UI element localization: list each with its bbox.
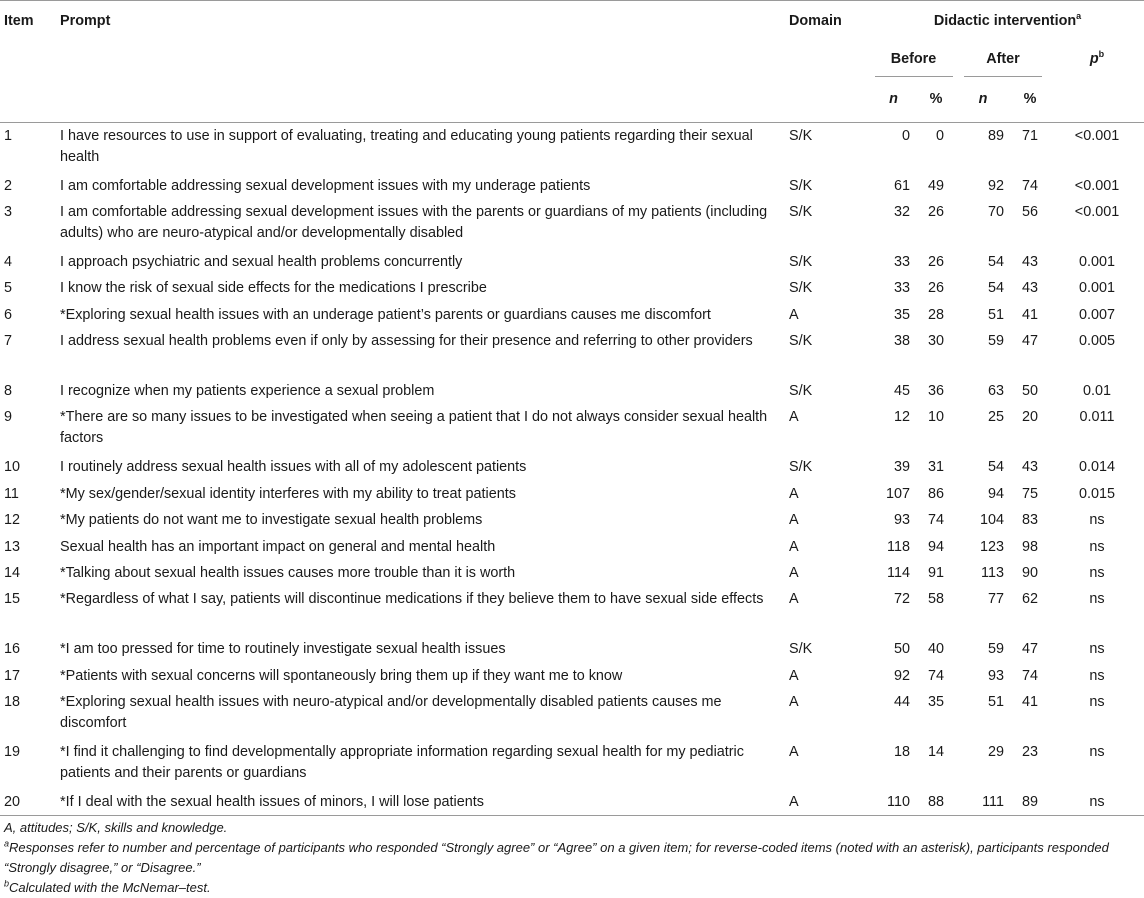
- row-after-n: 51: [987, 306, 1004, 323]
- row-p: 0.01: [1083, 383, 1112, 400]
- row-prompt: *My patients do not want me to investigate sexual health problems: [60, 512, 483, 529]
- row-p: ns: [1089, 744, 1105, 761]
- row-before-n: 12: [893, 409, 910, 426]
- row-domain: S/K: [789, 280, 813, 297]
- row-before-n: 92: [893, 667, 910, 684]
- row-before-pct: 86: [927, 485, 944, 502]
- row-domain: S/K: [789, 333, 813, 350]
- row-after-pct: 23: [1021, 744, 1038, 761]
- row-prompt: I am comfortable addressing sexual development issues with my underage patients: [60, 177, 591, 194]
- footnote-b: $^b$Calculated with the McNemar–test.: [4, 878, 211, 895]
- row-p: 0.011: [1079, 409, 1115, 426]
- row-after-pct: 43: [1021, 280, 1038, 297]
- row-item: 17: [4, 667, 21, 684]
- row-domain: A: [789, 485, 799, 502]
- row-domain: A: [789, 744, 799, 761]
- row-item: 3: [4, 203, 13, 220]
- row-p: ns: [1089, 667, 1105, 684]
- row-item: 13: [4, 538, 21, 555]
- row-item: 2: [4, 177, 13, 194]
- row-prompt: I address sexual health problems even if only by assessing for their presence and referring to other providers: [60, 333, 753, 350]
- row-before-n: 33: [893, 280, 910, 297]
- table-row: [0, 739, 1144, 789]
- footnotes: [4, 818, 1140, 898]
- row-before-pct: 30: [927, 333, 944, 350]
- row-before-n: 50: [893, 641, 910, 658]
- table-row: [0, 560, 1144, 586]
- header-before-n: n: [889, 90, 898, 107]
- row-after-pct: 75: [1021, 485, 1038, 502]
- row-prompt: *There are so many issues to be investigated when seeing a patient that I do not always consider sexual health factors: [60, 409, 768, 447]
- row-after-pct: 90: [1021, 565, 1038, 582]
- row-domain: A: [789, 591, 799, 608]
- row-before-n: 72: [893, 591, 910, 608]
- table-row: [0, 123, 1144, 173]
- row-item: 11: [4, 485, 19, 502]
- row-before-n: 110: [887, 794, 910, 811]
- row-before-pct: 58: [927, 591, 944, 608]
- row-prompt: *I find it challenging to find developmentally appropriate information regarding sexual health for my pediatric patients and their parents or guardians: [60, 744, 744, 782]
- row-item: 8: [4, 383, 13, 400]
- row-before-n: 45: [893, 383, 910, 400]
- row-p: ns: [1089, 694, 1105, 711]
- row-p: 0.014: [1079, 459, 1116, 476]
- table-row: [0, 275, 1144, 301]
- table-row: [0, 636, 1144, 662]
- row-p: ns: [1089, 794, 1105, 811]
- row-prompt: *Talking about sexual health issues causes more trouble than it is worth: [60, 565, 516, 582]
- table-row: [0, 534, 1144, 560]
- table-row: [0, 404, 1144, 454]
- row-after-n: 123: [979, 538, 1004, 555]
- row-before-n: 107: [885, 485, 910, 502]
- row-after-n: 54: [987, 280, 1004, 297]
- row-p: 0.015: [1079, 485, 1116, 502]
- row-after-pct: 74: [1021, 667, 1038, 684]
- header-intervention: Didactic intervention$^a$: [933, 11, 1082, 29]
- row-after-pct: 41: [1021, 306, 1038, 323]
- row-before-n: 118: [887, 538, 910, 555]
- row-before-pct: 49: [927, 177, 944, 194]
- row-after-n: 89: [987, 128, 1004, 144]
- row-before-n: 93: [893, 512, 910, 529]
- row-before-n: 18: [893, 744, 910, 761]
- row-domain: A: [789, 794, 799, 811]
- row-after-pct: 41: [1021, 694, 1038, 711]
- table-row: [0, 378, 1144, 404]
- header-p: $p^b$: [1089, 48, 1105, 67]
- table-row: [0, 663, 1144, 689]
- row-before-pct: 26: [927, 203, 944, 220]
- row-p: <0.001: [1074, 203, 1120, 220]
- header-prompt: Prompt: [60, 13, 111, 29]
- table-row: [0, 302, 1144, 328]
- row-domain: A: [789, 512, 799, 529]
- row-after-n: 104: [979, 512, 1004, 529]
- row-after-pct: 83: [1021, 512, 1038, 529]
- row-item: 9: [4, 409, 13, 426]
- row-prompt: *I am too pressed for time to routinely investigate sexual health issues: [60, 641, 506, 658]
- row-after-n: 54: [987, 253, 1004, 270]
- header-item: Item: [4, 13, 34, 29]
- row-item: 10: [4, 459, 21, 476]
- row-after-n: 93: [987, 667, 1004, 684]
- row-before-pct: 31: [927, 459, 944, 476]
- row-after-n: 54: [987, 459, 1004, 476]
- row-before-pct: 26: [927, 253, 944, 270]
- row-after-n: 70: [987, 203, 1004, 220]
- row-prompt: *Regardless of what I say, patients will discontinue medications if they believe them to have sexual side effects: [60, 591, 764, 608]
- row-before-pct: 74: [927, 512, 944, 529]
- row-domain: A: [789, 667, 799, 684]
- row-after-pct: 74: [1021, 177, 1038, 194]
- row-after-n: 59: [987, 333, 1004, 350]
- row-after-n: 113: [981, 565, 1004, 582]
- table-row: [0, 789, 1144, 815]
- footnote-abbrev: A, attitudes; S/K, skills and knowledge.: [4, 820, 228, 835]
- header-after-n: n: [978, 90, 988, 107]
- row-prompt: I am comfortable addressing sexual development issues with the parents or guardians of my patients (including adults) who are neuro-atypical and/or developmentally disabled: [60, 203, 768, 241]
- row-after-n: 59: [987, 641, 1004, 658]
- row-before-pct: 74: [927, 667, 944, 684]
- row-before-n: 114: [887, 565, 910, 582]
- row-before-n: 32: [893, 203, 910, 220]
- row-before-pct: 26: [927, 280, 944, 297]
- row-item: 15: [4, 591, 21, 608]
- table-row: [0, 173, 1144, 199]
- row-before-pct: 35: [927, 694, 944, 711]
- row-domain: A: [789, 694, 799, 711]
- header-before-pct: %: [929, 90, 943, 107]
- row-prompt: I routinely address sexual health issues with all of my adolescent patients: [60, 459, 527, 476]
- row-before-pct: 0: [935, 128, 944, 144]
- row-p: <0.001: [1074, 128, 1120, 144]
- row-before-pct: 10: [927, 409, 944, 426]
- row-after-pct: 62: [1021, 591, 1038, 608]
- row-after-pct: 43: [1021, 459, 1038, 476]
- row-after-pct: 50: [1021, 383, 1038, 400]
- header-before: Before: [871, 39, 956, 77]
- row-before-pct: 28: [927, 306, 944, 323]
- row-before-n: 33: [893, 253, 910, 270]
- table-row: [0, 481, 1144, 507]
- table-header: [0, 1, 1144, 123]
- row-after-pct: 56: [1021, 203, 1038, 220]
- row-before-n: 44: [893, 694, 910, 711]
- row-prompt: *If I deal with the sexual health issues of minors, I will lose patients: [60, 794, 484, 811]
- row-item: 19: [4, 744, 21, 761]
- row-item: 6: [4, 306, 13, 323]
- row-p: ns: [1089, 591, 1105, 608]
- row-after-pct: 47: [1021, 333, 1038, 350]
- row-item: 16: [4, 641, 21, 658]
- row-after-pct: 47: [1021, 641, 1038, 658]
- row-before-n: 61: [893, 177, 910, 194]
- row-prompt: *Exploring sexual health issues with neuro-atypical and/or developmentally disabled patients causes me discomfort: [60, 694, 722, 732]
- row-after-n: 92: [987, 177, 1004, 194]
- row-p: ns: [1089, 538, 1105, 555]
- table-body: [0, 123, 1144, 816]
- table-row: [0, 689, 1144, 739]
- row-after-n: 77: [987, 591, 1004, 608]
- row-prompt: I have resources to use in support of evaluating, treating and educating young patients regarding their sexual health: [60, 128, 753, 165]
- row-before-n: 35: [893, 306, 910, 323]
- row-domain: S/K: [789, 128, 813, 144]
- table-row: [0, 586, 1144, 636]
- row-after-n: 29: [987, 744, 1004, 761]
- row-before-n: 0: [901, 128, 910, 144]
- row-domain: A: [789, 538, 799, 555]
- row-domain: S/K: [789, 203, 813, 220]
- row-domain: A: [789, 409, 799, 426]
- row-item: 20: [4, 794, 21, 811]
- row-p: ns: [1089, 641, 1105, 658]
- row-after-n: 51: [987, 694, 1004, 711]
- row-item: 18: [4, 694, 21, 711]
- header-intervention-sup: a: [1076, 11, 1082, 22]
- row-item: 4: [4, 253, 13, 270]
- table-row: [0, 507, 1144, 533]
- row-before-pct: 91: [927, 565, 944, 582]
- row-p: 0.007: [1079, 306, 1116, 323]
- row-after-n: 63: [987, 383, 1004, 400]
- footnote-a: $^a$Responses refer to number and percentage of participants who responded “Strongly agree” or “Agree” on a given item; for reverse-coded items (noted with an asterisk), participants responded “Strongly disagree,” or “Disagree.”: [4, 838, 1109, 875]
- row-prompt: *Patients with sexual concerns will spontaneously bring them up if they want me to know: [60, 667, 623, 684]
- table-row: [0, 199, 1144, 249]
- row-prompt: I recognize when my patients experience a sexual problem: [60, 383, 435, 400]
- row-before-pct: 40: [927, 641, 944, 658]
- row-before-pct: 36: [927, 383, 944, 400]
- row-prompt: I know the risk of sexual side effects for the medications I prescribe: [60, 280, 487, 297]
- header-after-pct: %: [1023, 90, 1037, 107]
- row-p: 0.005: [1079, 333, 1116, 350]
- row-after-pct: 89: [1021, 794, 1038, 811]
- row-item: 5: [4, 280, 13, 297]
- row-item: 12: [4, 512, 21, 529]
- row-domain: S/K: [789, 641, 813, 658]
- row-item: 14: [4, 565, 21, 582]
- row-after-n: 25: [987, 409, 1004, 426]
- row-after-n: 94: [987, 485, 1004, 502]
- row-p: 0.001: [1079, 253, 1116, 270]
- row-before-n: 38: [893, 333, 910, 350]
- row-prompt: I approach psychiatric and sexual health problems concurrently: [60, 253, 463, 270]
- row-p: 0.001: [1079, 280, 1116, 297]
- table-row: [0, 328, 1144, 378]
- row-domain: A: [789, 306, 799, 323]
- row-before-pct: 88: [927, 794, 944, 811]
- table-row: [0, 454, 1144, 480]
- row-prompt: *Exploring sexual health issues with an underage patient’s parents or guardians causes me discomfort: [60, 306, 711, 323]
- row-p: <0.001: [1074, 177, 1120, 194]
- row-after-n: 111: [982, 794, 1004, 811]
- row-domain: S/K: [789, 459, 813, 476]
- row-before-pct: 14: [927, 744, 944, 761]
- table-row: [0, 249, 1144, 275]
- row-after-pct: 71: [1021, 128, 1038, 144]
- row-after-pct: 43: [1021, 253, 1038, 270]
- row-domain: S/K: [789, 253, 813, 270]
- row-item: 7: [4, 333, 13, 350]
- row-p: ns: [1089, 512, 1105, 529]
- row-domain: S/K: [789, 177, 813, 194]
- row-before-n: 39: [893, 459, 910, 476]
- row-after-pct: 20: [1021, 409, 1038, 426]
- row-domain: A: [789, 565, 799, 582]
- row-p: ns: [1089, 565, 1105, 582]
- row-item: 1: [4, 128, 13, 144]
- row-prompt: Sexual health has an important impact on general and mental health: [60, 538, 496, 555]
- header-after: After: [956, 39, 1050, 77]
- row-prompt: *My sex/gender/sexual identity interferes with my ability to treat patients: [60, 485, 516, 502]
- row-after-pct: 98: [1021, 538, 1038, 555]
- header-domain: Domain: [789, 13, 842, 29]
- row-before-pct: 94: [927, 538, 944, 555]
- row-domain: S/K: [789, 383, 813, 400]
